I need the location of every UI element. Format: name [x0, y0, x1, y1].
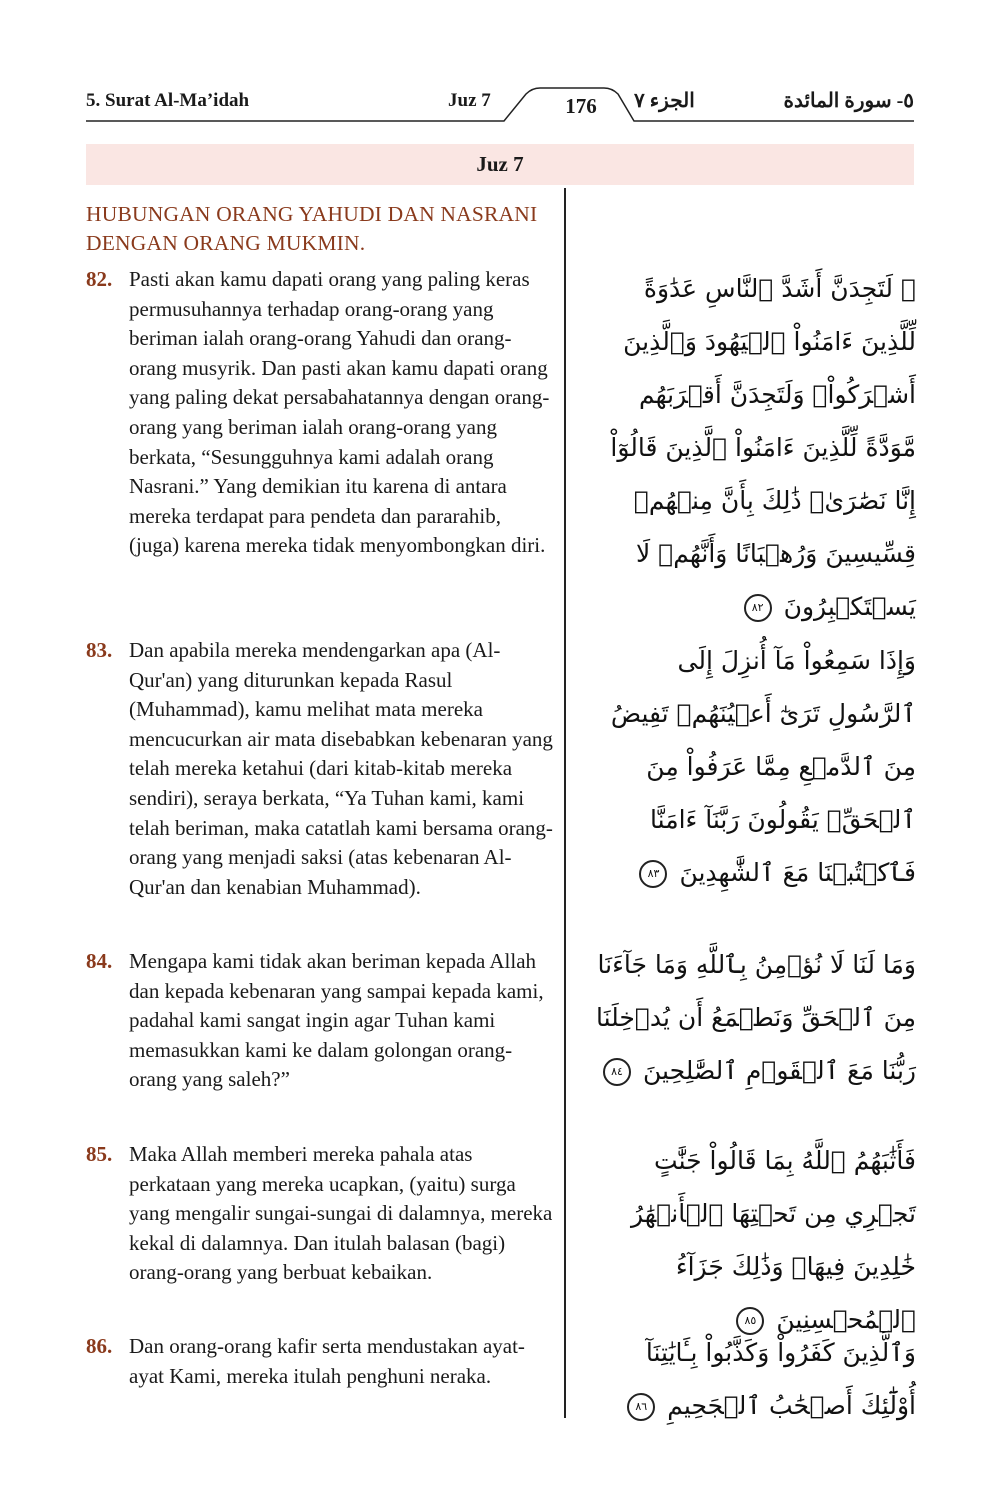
arabic-text: ۞ لَتَجِدَنَّ أَشَدَّ ٱلنَّاسِ عَدَٰوَةً لِّلَّذِينَ ءَامَنُواْ ٱلۡيَهُودَ وَٱلَّذِينَ أَشۡرَكُواْۖ وَلَتَجِدَنَّ أَقۡرَبَهُم مَّوَدَّةً لِّلَّذِينَ ءَامَنُواْ ٱلَّذِينَ قَالُوٓاْ إِنَّا نَصَٰرَىٰۚ ذَٰلِكَ بِأَنَّ مِنۡهُمۡ قِسِّيسِينَ وَرُهۡبَانًا وَأَنَّهُمۡ لَا يَسۡتَكۡبِرُونَ: [610, 274, 916, 621]
verse-84-translation: [86, 947, 556, 1095]
header-juz-latin: Juz 7: [448, 90, 491, 111]
section-title: HUBUNGAN ORANG YAHUDI DAN NASRANI DENGAN ORANG MUKMIN.: [86, 202, 538, 255]
verse-number: 86.: [86, 1334, 113, 1358]
verse-number: 84.: [86, 949, 113, 973]
verse-number: 83.: [86, 638, 113, 662]
ayah-end-marker: ٨٥: [736, 1307, 764, 1335]
verse-text: Dan apabila mereka mendengarkan apa (Al-Qur'an) yang diturunkan kepada Rasul (Muhammad), kamu melihat mata mereka mencucurkan air mata disebabkan kebenaran yang telah mereka ketahui (dari kitab-kitab mereka sendiri), seraya berkata, “Ya Tuhan kami, kami telah beriman, maka catatlah kami bersama orang-orang yang menjadi saksi (atas kebenaran Al-Qur'an dan kenabian Muhammad).: [129, 638, 553, 899]
arabic-text: وَإِذَا سَمِعُواْ مَآ أُنزِلَ إِلَى ٱلرَّسُولِ تَرَىٰٓ أَعۡيُنَهُمۡ تَفِيضُ مِنَ ٱلدَّمۡعِ مِمَّا عَرَفُواْ مِنَ ٱلۡحَقِّۖ يَقُولُونَ رَبَّنَآ ءَامَنَّا فَٱكۡتُبۡنَا مَعَ ٱلشَّٰهِدِينَ: [610, 646, 916, 887]
page-number: 176: [565, 94, 597, 118]
verse-number: 85.: [86, 1142, 113, 1166]
verse-86-arabic: [586, 1326, 916, 1432]
verse-86-translation: [86, 1332, 556, 1391]
ayah-end-marker: ٨٦: [627, 1393, 655, 1421]
verse-number: 82.: [86, 267, 113, 291]
verse-83-translation: [86, 636, 556, 902]
verse-82-translation: [86, 265, 556, 561]
ayah-end-marker: ٨٢: [744, 594, 772, 622]
verse-text: Pasti akan kamu dapati orang yang paling keras permusuhannya terhadap orang-orang yang beriman ialah orang-orang Yahudi dan orang-orang musyrik. Dan pasti akan kamu dapati orang yang paling dekat persabahatannya dengan orang-orang yang beriman ialah orang-orang yang berkata, “Sesungguhnya kami adalah orang Nasrani.” Yang demikian itu karena di antara mereka terdapat para pendeta dan pararahib, (juga) karena mereka tidak menyombongkan diri.: [129, 267, 550, 558]
verse-83-arabic: [586, 634, 916, 899]
header-surah-arabic: ٥- سورة المائدة: [783, 90, 914, 112]
verse-text: Maka Allah memberi mereka pahala atas perkataan yang mereka ucapkan, (yaitu) surga yang mengalir sungai-sungai di dalamnya, mereka kekal di dalamnya. Dan itulah balasan (bagi) orang-orang yang berbuat kebaikan.: [129, 1142, 553, 1285]
verse-85-arabic: [586, 1134, 916, 1346]
juz-banner: Juz 7: [86, 144, 914, 185]
verse-text: Dan orang-orang kafir serta mendustakan ayat-ayat Kami, mereka itulah penghuni neraka.: [129, 1334, 525, 1388]
verse-85-translation: [86, 1140, 556, 1288]
ayah-end-marker: ٨٣: [639, 860, 667, 888]
page-header: [86, 84, 914, 124]
arabic-text: وَٱلَّذِينَ كَفَرُواْ وَكَذَّبُواْ بِـَٔايَٰتِنَآ أُوْلَٰٓئِكَ أَصۡحَٰبُ ٱلۡجَحِيمِ: [645, 1338, 916, 1420]
arabic-text: فَأَثَٰبَهُمُ ٱللَّهُ بِمَا قَالُواْ جَنَّٰتٍ تَجۡرِي مِن تَحۡتِهَا ٱلۡأَنۡهَٰرُ خَٰلِدِينَ فِيهَاۚ وَذَٰلِكَ جَزَآءُ ٱلۡمُحۡسِنِينَ: [630, 1146, 916, 1334]
header-surah-latin: 5. Surat Al-Ma’idah: [86, 90, 250, 111]
ayah-end-marker: ٨٤: [603, 1058, 631, 1086]
verse-text: Mengapa kami tidak akan beriman kepada Allah dan kepada kebenaran yang sampai kepada kami, padahal kami sangat ingin agar Tuhan kami memasukkan kami ke dalam golongan orang-orang yang saleh?”: [129, 949, 544, 1092]
verse-84-arabic: [586, 938, 916, 1097]
verse-82-arabic: [586, 262, 916, 633]
column-divider: [564, 188, 566, 1418]
header-juz-arabic: الجزء ٧: [634, 90, 695, 112]
arabic-text: وَمَا لَنَا لَا نُؤۡمِنُ بِٱللَّهِ وَمَا جَآءَنَا مِنَ ٱلۡحَقِّ وَنَطۡمَعُ أَن يُدۡخِلَنَا رَبُّنَا مَعَ ٱلۡقَوۡمِ ٱلصَّٰلِحِينَ: [595, 950, 916, 1085]
